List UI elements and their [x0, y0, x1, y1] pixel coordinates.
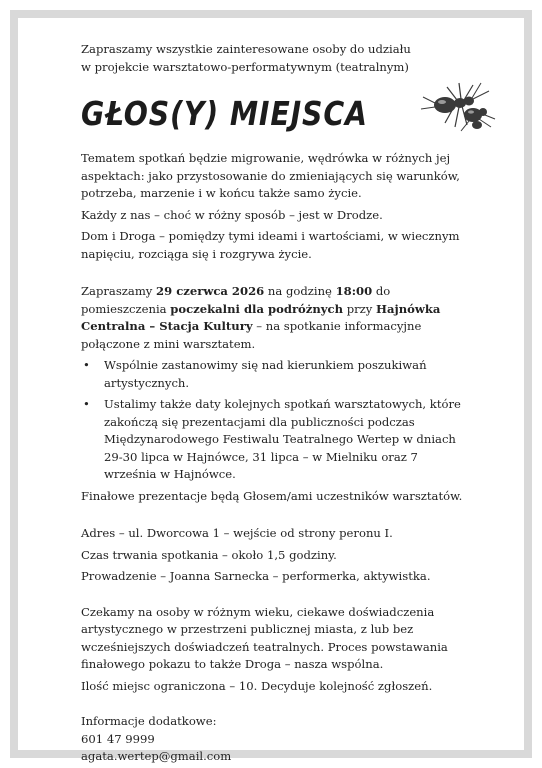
list-item: [81, 357, 466, 392]
theme-paragraph-home: Dom i Droga – pomiędzy tymi ideami i wartościami, w wiecznym napięciu, rozciąga się i rozgrywa życie.: [81, 229, 460, 261]
seats-text: Ilość miejsc ograniczona – 10. Decyduje kolejność zgłoszeń.: [81, 678, 433, 693]
address-text: Adres – ul. Dworcowa 1 – wejście od strony peronu I.: [81, 526, 393, 540]
theme-paragraph: Tematem spotkań będzie migrowanie, wędrówka w różnych jej aspektach: jako przystosowanie do zmieniających się warunków, potrzeba, marzenie i w końcu także samo życie.: [81, 151, 460, 200]
contact-email[interactable]: agata.wertep@gmail.com: [81, 749, 232, 763]
list-item: [81, 396, 466, 484]
bullet-list: [81, 357, 466, 484]
details-section: [81, 525, 466, 586]
event-station: Hajnówka Centralna – Stacja Kultury: [81, 301, 441, 333]
closing-paragraph: Czekamy na osoby w różnym wieku, ciekawe doświadczenia artystycznego w przestrzeni publicznej miasta, z lub bez wcześniejszych doświadczeń teatralnych. Proces powstawania finałowego pokazu to także Droga – nasza wspólna.: [81, 604, 448, 671]
closing-section: [81, 604, 466, 696]
list-item-text: Ustalimy także daty kolejnych spotkań warsztatowych, które zakończą się prezentacjami dla publiczności podczas Międzynarodowego Festiwalu Teatralnego Wertep w dniach 29-30 lipca w Hajnówce, 31 lipca – w Mielniku oraz 7 września w Hajnówce.: [104, 397, 461, 481]
invite-text: na godzinę: [264, 284, 336, 298]
contact-label: Informacje dodatkowe:: [81, 714, 217, 728]
bullet-dot: •: [83, 397, 90, 411]
flyer-content: [81, 41, 466, 766]
page-title: GŁOS(Y) MIEJSCA: [81, 94, 368, 133]
invite-text: – na spotkanie informacyjne połączone z mini warsztatem.: [81, 319, 422, 351]
invite-text: przy: [343, 301, 377, 316]
intro-text: [81, 41, 466, 76]
event-time: 18:00: [335, 284, 373, 298]
final-presentations-text: Finałowe prezentacje będą Głosem/ami uczestników warsztatów.: [81, 488, 463, 503]
event-date: 29 czerwca 2026: [156, 284, 265, 298]
host-text: Prowadzenie – Joanna Sarnecka – performerka, aktywistka.: [81, 569, 431, 583]
bullet-dot: •: [83, 358, 90, 372]
invite-section: [81, 283, 466, 505]
event-place: poczekalni dla podróżnych: [170, 301, 344, 316]
duration-text: Czas trwania spotkania – około 1,5 godziny.: [81, 547, 337, 562]
invite-text: do pomieszczenia: [81, 284, 391, 316]
contact-section: [81, 713, 466, 766]
invite-text: Zapraszamy: [81, 284, 157, 298]
invite-paragraph: [81, 283, 466, 353]
theme-paragraph-road: Każdy z nas – choć w różny sposób – jest w Drodze.: [81, 207, 383, 222]
contact-phone[interactable]: 601 47 9999: [81, 731, 155, 746]
list-item-text: Wspólnie zastanowimy się nad kierunkiem poszukiwań artystycznych.: [104, 358, 427, 390]
intro-line-2: w projekcie warsztatowo-performatywnym (teatralnym): [81, 59, 409, 74]
intro-line-1: Zapraszamy wszystkie zainteresowane osoby do udziału: [81, 42, 411, 56]
theme-section: [81, 150, 466, 263]
